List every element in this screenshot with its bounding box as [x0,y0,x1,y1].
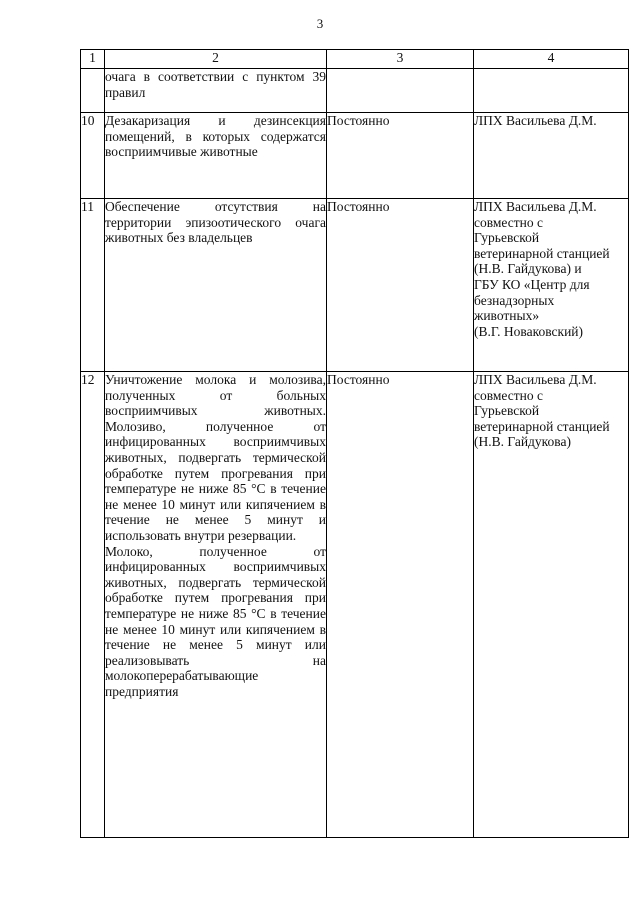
responsible-line: совместно с [474,387,543,403]
responsible-line: ветеринарной станцией [474,418,610,434]
table-row [81,69,629,113]
table-row [81,199,629,372]
header-col-4: 4 [474,50,629,69]
term-cell [327,69,474,113]
table-row [81,372,629,838]
measure-cell [105,113,327,199]
responsible-line: ЛПХ Васильева Д.М. [474,199,597,214]
page-number: 3 [316,16,324,31]
responsible-line: животных» [474,308,540,324]
responsible-cell [474,69,629,113]
responsible-line: (Н.В. Гайдукова) [474,434,571,450]
term-cell: Постоянно [327,199,474,372]
responsible-cell [474,372,629,838]
measure-text: Молоко, полученное от инфицированных восприимчивых животных, подвергать термической обработке путем прогревания при температуре не ниже 85 °С в течение не менее 10 минут или кипячением в течение не менее 5 минут или реализовывать на молокоперерабатывающие предприятия [105,543,326,699]
responsible-cell [474,199,629,372]
term-cell: Постоянно [327,372,474,838]
responsible-line: (Н.В. Гайдукова) и [474,261,582,277]
measure-cell [105,199,327,372]
responsible-line: ветеринарной станцией [474,245,610,261]
measure-cell [105,372,327,838]
measure-cell [105,69,327,113]
responsible-line: совместно с [474,214,543,230]
table-row [81,113,629,199]
row-number: 10 [81,113,105,199]
responsible-line: Гурьевской [474,230,540,246]
responsible-cell [474,113,629,199]
responsible-line: Гурьевской [474,403,540,419]
responsible-line: ЛПХ Васильева Д.М. [474,113,597,128]
row-number [81,69,105,113]
measure-text: очага в соответствии с пунктом 39 правил [105,69,326,100]
responsible-line: ГБУ КО «Центр для [474,276,590,292]
responsible-line: (В.Г. Новаковский) [474,323,584,339]
row-number: 11 [81,199,105,372]
table-header-row [81,50,629,69]
term-cell: Постоянно [327,113,474,199]
header-col-1: 1 [81,50,105,69]
responsible-line: безнадзорных [474,292,555,308]
row-number: 12 [81,372,105,838]
header-col-2: 2 [105,50,327,69]
measures-table [80,49,629,838]
header-col-3: 3 [327,50,474,69]
responsible-line: ЛПХ Васильева Д.М. [474,372,597,387]
measure-text: Уничтожение молока и молозива, полученных от больных восприимчивых животных. Молозиво, полученное от инфицированных восприимчивых животных, подвергать термической обработке путем прогревания при температуре не ниже 85 °С в течение не менее 10 минут или кипячением в течение не менее 5 минут и использовать внутри резервации. [105,372,326,543]
measure-text: Обеспечение отсутствия на территории эпизоотического очага животных без владельцев [105,199,326,246]
measure-text: Дезакаризация и дезинсекция помещений, в которых содержатся восприимчивые животные [105,113,326,160]
